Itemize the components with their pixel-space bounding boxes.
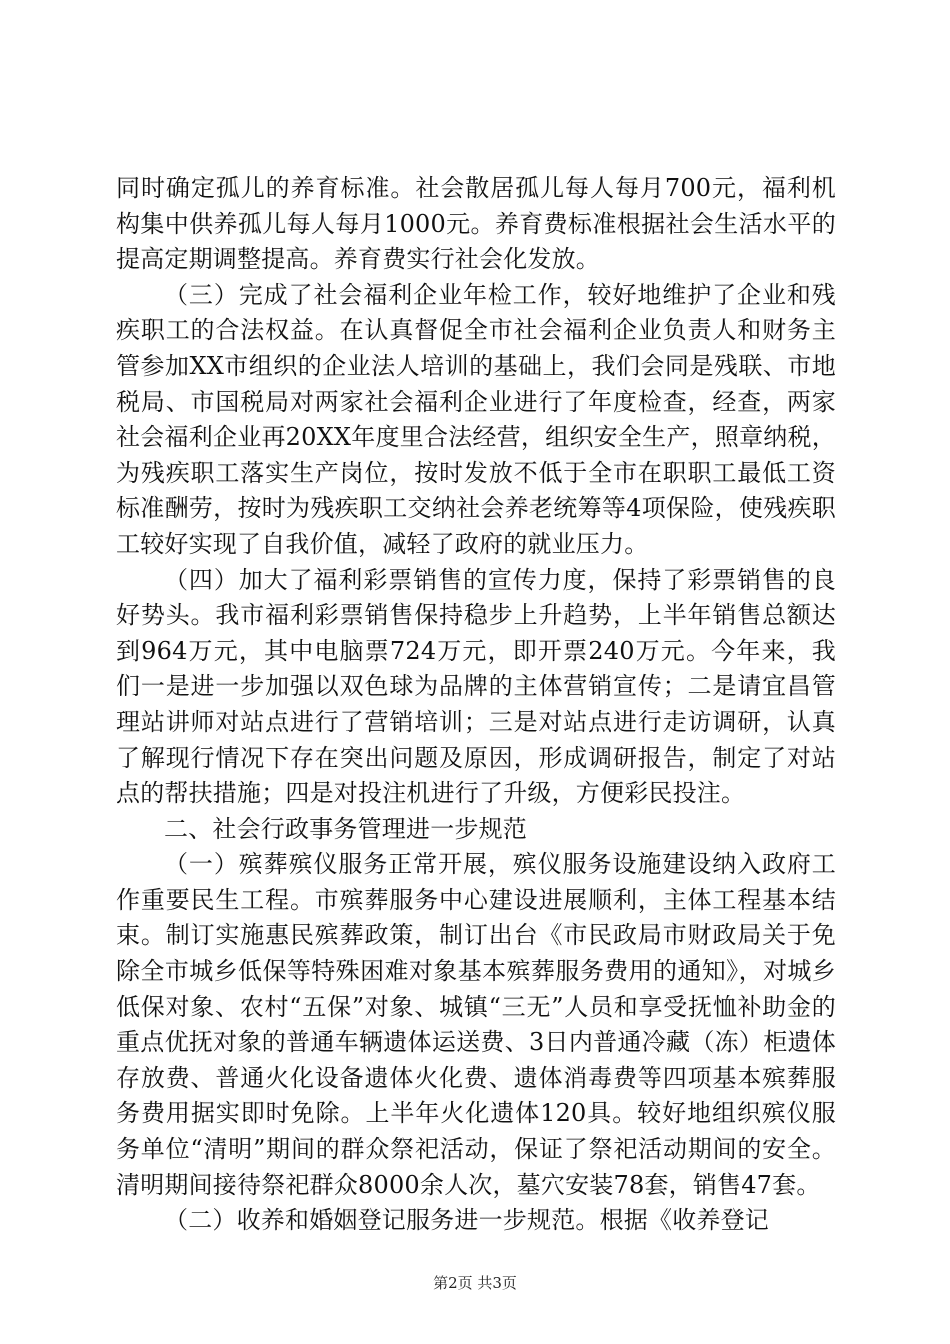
paragraph-orphan-standard: 同时确定孤儿的养育标准。社会散居孤儿每人每月700元，福利机构集中供养孤儿每人每月1000元。养育费标准根据社会生活水平的提高定期调整提高。养育费实行社会化发放。: [116, 174, 836, 274]
paragraph-funeral-services: （一）殡葬殡仪服务正常开展，殡仪服务设施建设纳入政府工作重要民生工程。市殡葬服务中心建设进展顺利，主体工程基本结束。制订实施惠民殡葬政策，制订出台《市民政局市财政局关于免除全市城乡低保等特殊困难对象基本殡葬服务费用的通知》，对城乡低保对象、农村“五保”对象、城镇“三无”人员和享受抚恤补助金的重点优抚对象的普通车辆遗体运送费、3日内普通冷藏（冻）柜遗体存放费、普通火化设备遗体火化费、遗体消毒费等四项基本殡葬服务费用据实即时免除。上半年火化遗体120具。较好地组织殡仪服务单位“清明”期间的群众祭祀活动，保证了祭祀活动期间的安全。清明期间接待祭祀群众8000余人次，墓穴安装78套，销售47套。: [116, 850, 836, 1199]
document-body: [116, 171, 836, 1239]
paragraph-welfare-enterprise-inspection: （三）完成了社会福利企业年检工作，较好地维护了企业和残疾职工的合法权益。在认真督促全市社会福利企业负责人和财务主管参加XX市组织的企业法人培训的基础上，我们会同是残联、市地税局、市国税局对两家社会福利企业进行了年度检查，经查，两家社会福利企业再20XX年度里合法经营，组织安全生产，照章纳税，为残疾职工落实生产岗位，按时发放不低于全市在职职工最低工资标准酬劳，按时为残疾职工交纳社会养老统筹等4项保险，使残疾职工较好实现了自我价值，减轻了政府的就业压力。: [116, 280, 836, 558]
paragraph-adoption-marriage-registration: （二）收养和婚姻登记服务进一步规范。根据《收养登记: [164, 1206, 769, 1235]
section-heading-administrative-affairs: 二、社会行政事务管理进一步规范: [164, 814, 527, 843]
paragraph-welfare-lottery: （四）加大了福利彩票销售的宣传力度，保持了彩票销售的良好势头。我市福利彩票销售保持稳步上升趋势，上半年销售总额达到964万元，其中电脑票724万元，即开票240万元。今年来，我们一是进一步加强以双色球为品牌的主体营销宣传；二是请宜昌管理站讲师对站点进行了营销培训；三是对站点进行走访调研，认真了解现行情况下存在突出问题及原因，形成调研报告，制定了对站点的帮扶措施；四是对投注机进行了升级，方便彩民投注。: [116, 565, 836, 808]
page-number-footer: 第2页 共3页: [433, 1274, 517, 1292]
